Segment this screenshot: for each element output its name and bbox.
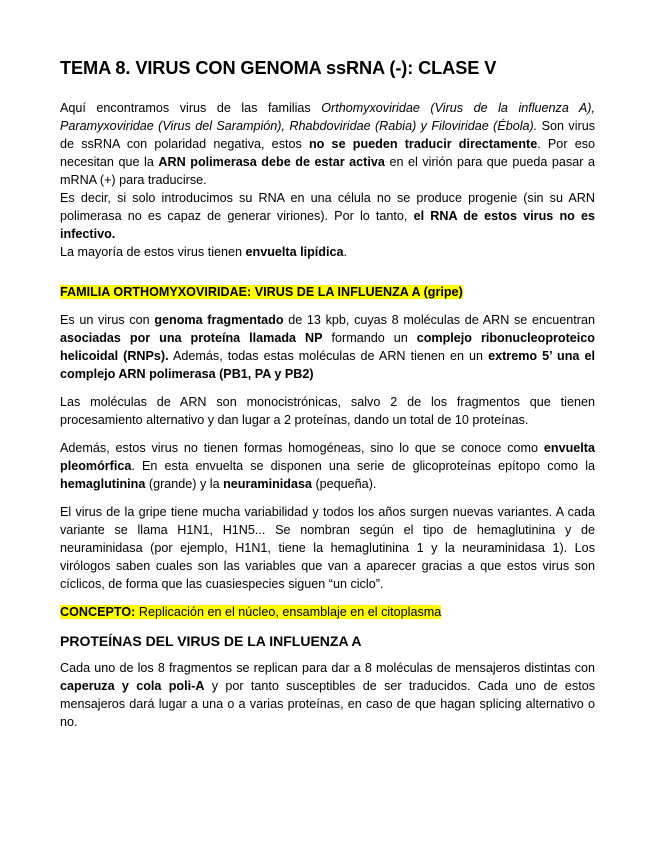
text-run: ARN polimerasa debe de estar activa [158, 155, 385, 169]
text-run: Las moléculas de ARN son monocistrónicas, salvo 2 de los fragmentos que tienen procesamiento alternativo y dan lugar a 2 proteínas, dando un total de 10 proteínas. [60, 395, 595, 427]
family-paragraph-1 [60, 311, 595, 383]
text-run: (grande) y la [145, 477, 224, 491]
family-paragraph-2 [60, 393, 595, 429]
text-run: envuelta lipídica [245, 245, 344, 259]
page-title: TEMA 8. VIRUS CON GENOMA ssRNA (-): CLASE V [60, 58, 497, 78]
text-run: . [343, 245, 347, 259]
text-run: formando un [322, 331, 417, 345]
text-run: y por tanto susceptibles de ser traducidos. Cada uno de estos mensajeros dará lugar a una o a varias proteínas, en caso de que hagan splicing alternativo o no. [60, 679, 595, 729]
text-run: en el virión para que pueda pasar a mRNA (+) para traducirse. [60, 155, 595, 187]
text-run: Es un virus con [60, 313, 155, 327]
intro-paragraph-1 [60, 99, 595, 189]
text-run: Es decir, si solo introducimos su RNA en una célula no se produce progenie (sin su ARN polimerasa no es capaz de generar viriones). Por lo tanto, [60, 191, 595, 223]
text-run: neuraminidasa [223, 477, 312, 491]
proteins-heading: PROTEÍNAS DEL VIRUS DE LA INFLUENZA A [60, 633, 362, 649]
text-run: complejo ribonucleoproteico helicoidal (RNPs). [60, 331, 595, 363]
text-run: . En esta envuelta se disponen una serie de glicoproteínas epítopo como la [131, 459, 595, 473]
family-heading [60, 283, 595, 301]
text-run: El virus de la gripe tiene mucha variabilidad y todos los años surgen nuevas variantes. A cada variante se llama H1N1, H1N5... Se nombran según el tipo de hemaglutinina y de neuraminidasa (por ejemplo, H1N1, tiene la hemaglutinina 1 y la neuraminidasa 1). Los virólogos saben cuales son las variables que van a aparecer gracias a que estos virus son cíclicos, de forma que las cuasiespecies siguen “un ciclo”. [60, 505, 595, 591]
text-run: Cada uno de los 8 fragmentos se replican para dar a 8 moléculas de mensajeros distintas con [60, 661, 595, 675]
text-run: envuelta pleomórfica [60, 441, 595, 473]
text-run: Aquí encontramos virus de las familias [60, 101, 322, 115]
text-run: genoma fragmentado [154, 313, 284, 327]
intro-paragraph-2 [60, 189, 595, 243]
proteins-paragraph-1 [60, 659, 595, 731]
family-heading-text: FAMILIA ORTHOMYXOVIRIDAE: VIRUS DE LA INFLUENZA A (gripe) [60, 285, 463, 299]
text-run: . Por eso necesitan que la [60, 137, 596, 169]
text-run: Además, todas estas moléculas de ARN tienen en un [168, 349, 489, 363]
family-paragraph-4 [60, 503, 595, 593]
text-run: La mayoría de estos virus tienen [60, 245, 246, 259]
family-paragraph-3 [60, 439, 595, 493]
text-run: asociadas por una proteína llamada NP [60, 331, 323, 345]
text-run: Además, estos virus no tienen formas homogéneas, sino lo que se conoce como [60, 441, 544, 455]
text-run: extremo 5’ una el complejo ARN polimerasa (PB1, PA y PB2) [60, 349, 595, 381]
text-run: caperuza y cola poli-A [60, 679, 205, 693]
concept-highlight [60, 605, 441, 619]
text-run: hemaglutinina [60, 477, 146, 491]
concept-label: CONCEPTO: [60, 605, 136, 619]
text-run: el RNA de estos virus no es infectivo. [60, 209, 595, 241]
concept-text: Replicación en el núcleo, ensamblaje en el citoplasma [135, 605, 442, 619]
text-run: de 13 kpb, cuyas 8 moléculas de ARN se encuentran [283, 313, 595, 327]
concept-line [60, 603, 595, 621]
text-run: Orthomyxoviridae (Virus de la influenza A), Paramyxoviridae (Virus del Sarampión), Rhabdoviridae (Rabia) y Filoviridae (Ébola). [60, 101, 596, 133]
text-run: Son virus de ssRNA con polaridad negativa, estos [60, 119, 596, 151]
document-page [60, 58, 595, 731]
text-run: (pequeña). [311, 477, 377, 491]
text-run: no se pueden traducir directamente [308, 137, 538, 151]
intro-paragraph-3 [60, 243, 595, 261]
